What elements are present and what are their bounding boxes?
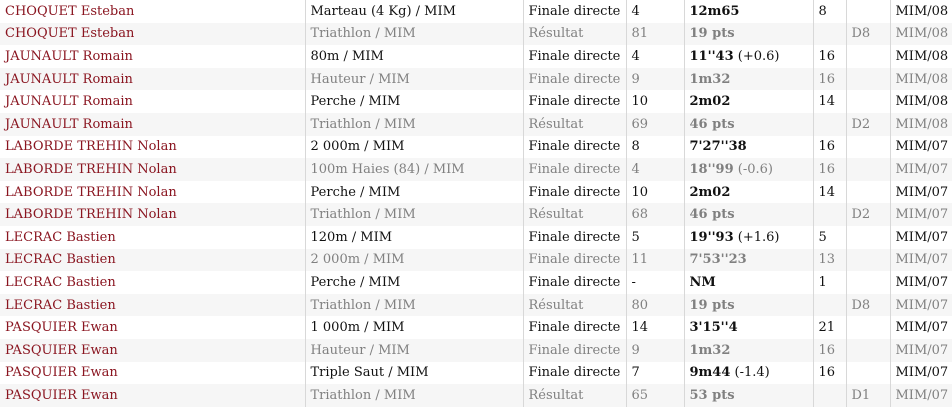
performance-value: 53 pts	[689, 387, 735, 403]
athlete-name-link[interactable]: PASQUIER Ewan	[5, 365, 118, 381]
place-value: 14	[626, 316, 684, 339]
place-value: 65	[626, 384, 684, 407]
level-value: D2	[846, 113, 890, 136]
round-name: Résultat	[523, 23, 626, 46]
points-value: 16	[813, 158, 846, 181]
performance-value: 19 pts	[689, 297, 735, 313]
table-row	[0, 362, 952, 385]
athlete-name-link[interactable]: JAUNAULT Romain	[5, 48, 133, 64]
event-name: Triathlon / MIM	[305, 23, 523, 46]
event-name: Perche / MIM	[305, 90, 523, 113]
table-row	[0, 0, 952, 23]
category-value: MIM/08	[890, 68, 952, 91]
performance-value: 2m02	[689, 94, 731, 110]
performance-value: 1m32	[689, 342, 731, 358]
round-name: Finale directe	[523, 45, 626, 68]
performance-cell	[684, 339, 813, 362]
points-value: 1	[813, 271, 846, 294]
place-value: 4	[626, 158, 684, 181]
performance-value: NM	[689, 274, 716, 290]
performance-cell	[684, 68, 813, 91]
category-value: MIM/07	[890, 294, 952, 317]
athlete-name-link[interactable]: CHOQUET Esteban	[5, 3, 135, 19]
level-value	[846, 68, 890, 91]
points-value: 13	[813, 249, 846, 272]
performance-cell	[684, 271, 813, 294]
level-value	[846, 249, 890, 272]
performance-value: 2m02	[689, 184, 731, 200]
points-value: 5	[813, 226, 846, 249]
event-name: Marteau (4 Kg) / MIM	[305, 0, 523, 23]
event-name: 100m Haies (84) / MIM	[305, 158, 523, 181]
place-value: 8	[626, 136, 684, 159]
place-value: 4	[626, 45, 684, 68]
wind-value: (+0.6)	[737, 48, 780, 64]
level-value	[846, 136, 890, 159]
round-name: Finale directe	[523, 136, 626, 159]
performance-value: 11''43	[689, 48, 734, 64]
event-name: Triathlon / MIM	[305, 113, 523, 136]
place-value: 7	[626, 362, 684, 385]
category-value: MIM/08	[890, 23, 952, 46]
category-value: MIM/08	[890, 90, 952, 113]
performance-cell	[684, 316, 813, 339]
place-value: 10	[626, 90, 684, 113]
level-value	[846, 339, 890, 362]
athlete-name-link[interactable]: PASQUIER Ewan	[5, 320, 118, 336]
event-name: Triathlon / MIM	[305, 294, 523, 317]
event-name: Perche / MIM	[305, 271, 523, 294]
event-name: 120m / MIM	[305, 226, 523, 249]
round-name: Finale directe	[523, 0, 626, 23]
points-value	[813, 294, 846, 317]
performance-cell	[684, 226, 813, 249]
round-name: Finale directe	[523, 362, 626, 385]
athlete-name-link[interactable]: PASQUIER Ewan	[5, 342, 118, 358]
place-value: 10	[626, 181, 684, 204]
category-value: MIM/07	[890, 316, 952, 339]
round-name: Finale directe	[523, 158, 626, 181]
athlete-name-link[interactable]: JAUNAULT Romain	[5, 94, 133, 110]
performance-cell	[684, 362, 813, 385]
wind-value: (+1.6)	[737, 229, 780, 245]
category-value: MIM/07	[890, 339, 952, 362]
athlete-name-link[interactable]: JAUNAULT Romain	[5, 71, 133, 87]
points-value: 16	[813, 362, 846, 385]
table-row	[0, 203, 952, 226]
category-value: MIM/08	[890, 45, 952, 68]
table-row	[0, 249, 952, 272]
athlete-name-link[interactable]: PASQUIER Ewan	[5, 387, 118, 403]
table-row	[0, 113, 952, 136]
wind-value: (-0.6)	[737, 161, 774, 177]
place-value: 4	[626, 0, 684, 23]
athlete-name-link[interactable]: LABORDE TREHIN Nolan	[5, 207, 177, 223]
performance-cell	[684, 23, 813, 46]
round-name: Résultat	[523, 294, 626, 317]
table-row	[0, 271, 952, 294]
athlete-name-link[interactable]: LECRAC Bastien	[5, 274, 116, 290]
table-row	[0, 316, 952, 339]
level-value	[846, 90, 890, 113]
category-value: MIM/08	[890, 0, 952, 23]
points-value: 14	[813, 90, 846, 113]
table-row	[0, 384, 952, 407]
table-row	[0, 158, 952, 181]
performance-cell	[684, 384, 813, 407]
place-value: 9	[626, 339, 684, 362]
event-name: Triathlon / MIM	[305, 384, 523, 407]
level-value	[846, 316, 890, 339]
event-name: 2 000m / MIM	[305, 136, 523, 159]
performance-cell	[684, 136, 813, 159]
place-value: 9	[626, 68, 684, 91]
round-name: Finale directe	[523, 226, 626, 249]
points-value	[813, 384, 846, 407]
round-name: Finale directe	[523, 339, 626, 362]
category-value: MIM/08	[890, 113, 952, 136]
points-value: 16	[813, 45, 846, 68]
performance-value: 18''99	[689, 161, 734, 177]
category-value: MIM/07	[890, 203, 952, 226]
category-value: MIM/07	[890, 384, 952, 407]
place-value: 80	[626, 294, 684, 317]
athlete-name-link[interactable]: LECRAC Bastien	[5, 297, 116, 313]
points-value: 16	[813, 68, 846, 91]
level-value	[846, 158, 890, 181]
category-value: MIM/07	[890, 158, 952, 181]
performance-cell	[684, 181, 813, 204]
category-value: MIM/07	[890, 271, 952, 294]
place-value: 11	[626, 249, 684, 272]
athlete-name-link[interactable]: LABORDE TREHIN Nolan	[5, 184, 177, 200]
points-value	[813, 23, 846, 46]
event-name: Triathlon / MIM	[305, 203, 523, 226]
points-value: 16	[813, 339, 846, 362]
round-name: Finale directe	[523, 90, 626, 113]
table-row	[0, 90, 952, 113]
round-name: Finale directe	[523, 68, 626, 91]
athlete-name-link[interactable]: LECRAC Bastien	[5, 229, 116, 245]
level-value: D1	[846, 384, 890, 407]
event-name: Hauteur / MIM	[305, 68, 523, 91]
round-name: Résultat	[523, 384, 626, 407]
athlete-name-link[interactable]: LABORDE TREHIN Nolan	[5, 161, 177, 177]
level-value	[846, 181, 890, 204]
performance-value: 7'53''23	[689, 252, 747, 268]
place-value: 5	[626, 226, 684, 249]
athlete-name-link[interactable]: LABORDE TREHIN Nolan	[5, 139, 177, 155]
event-name: 1 000m / MIM	[305, 316, 523, 339]
round-name: Finale directe	[523, 316, 626, 339]
performance-cell	[684, 203, 813, 226]
points-value: 16	[813, 136, 846, 159]
table-row	[0, 45, 952, 68]
points-value: 21	[813, 316, 846, 339]
event-name: 80m / MIM	[305, 45, 523, 68]
level-value: D8	[846, 294, 890, 317]
place-value: 69	[626, 113, 684, 136]
performance-cell	[684, 249, 813, 272]
level-value	[846, 362, 890, 385]
level-value: D2	[846, 203, 890, 226]
round-name: Finale directe	[523, 271, 626, 294]
points-value	[813, 113, 846, 136]
round-name: Résultat	[523, 203, 626, 226]
event-name: Perche / MIM	[305, 181, 523, 204]
performance-cell	[684, 45, 813, 68]
category-value: MIM/07	[890, 181, 952, 204]
performance-value: 46 pts	[689, 207, 735, 223]
event-name: Hauteur / MIM	[305, 339, 523, 362]
performance-cell	[684, 113, 813, 136]
place-value: -	[626, 271, 684, 294]
performance-value: 46 pts	[689, 116, 735, 132]
performance-value: 19''93	[689, 229, 734, 245]
round-name: Finale directe	[523, 249, 626, 272]
athlete-name-link[interactable]: CHOQUET Esteban	[5, 26, 135, 42]
performance-value: 9m44	[689, 365, 731, 381]
athlete-name-link[interactable]: JAUNAULT Romain	[5, 116, 133, 132]
performance-cell	[684, 90, 813, 113]
category-value: MIM/07	[890, 362, 952, 385]
table-row	[0, 136, 952, 159]
performance-cell	[684, 158, 813, 181]
table-row	[0, 294, 952, 317]
performance-value: 7'27''38	[689, 139, 747, 155]
points-value: 8	[813, 0, 846, 23]
category-value: MIM/07	[890, 136, 952, 159]
round-name: Résultat	[523, 113, 626, 136]
performance-value: 1m32	[689, 71, 731, 87]
category-value: MIM/07	[890, 249, 952, 272]
level-value	[846, 0, 890, 23]
performance-value: 12m65	[689, 3, 740, 19]
performance-cell	[684, 294, 813, 317]
level-value: D8	[846, 23, 890, 46]
performance-value: 19 pts	[689, 26, 735, 42]
table-row	[0, 23, 952, 46]
table-row	[0, 226, 952, 249]
points-value	[813, 203, 846, 226]
wind-value: (-1.4)	[734, 365, 770, 381]
performance-value: 3'15''4	[689, 320, 738, 336]
level-value	[846, 45, 890, 68]
table-row	[0, 181, 952, 204]
event-name: 2 000m / MIM	[305, 249, 523, 272]
performance-cell	[684, 0, 813, 23]
round-name: Finale directe	[523, 181, 626, 204]
level-value	[846, 271, 890, 294]
category-value: MIM/07	[890, 226, 952, 249]
table-row	[0, 68, 952, 91]
event-name: Triple Saut / MIM	[305, 362, 523, 385]
points-value: 14	[813, 181, 846, 204]
place-value: 81	[626, 23, 684, 46]
athlete-name-link[interactable]: LECRAC Bastien	[5, 252, 116, 268]
level-value	[846, 226, 890, 249]
table-row	[0, 339, 952, 362]
place-value: 68	[626, 203, 684, 226]
